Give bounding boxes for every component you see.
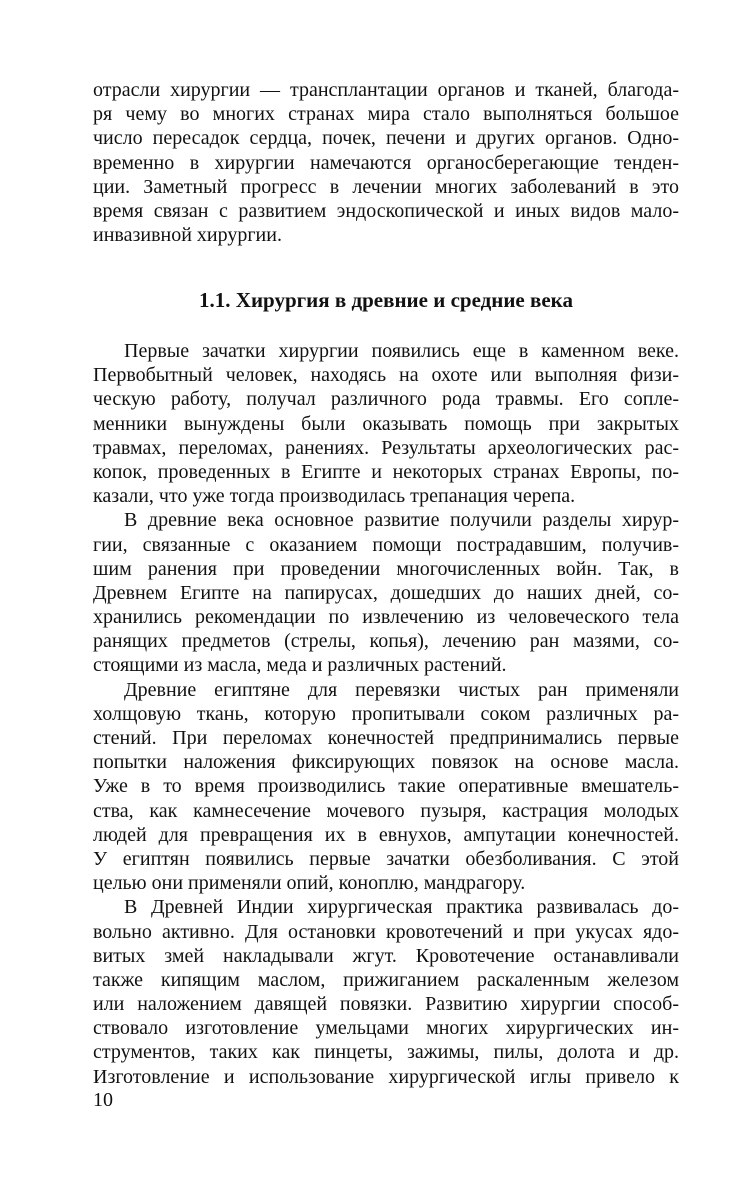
text-line: стоящими из масла, меда и различных растений. [93, 654, 507, 677]
text-line: струментов, таких как пинцеты, зажимы, пилы, долота и др. [93, 1041, 679, 1064]
paragraph [93, 678, 679, 896]
paragraph [93, 508, 679, 677]
text-line: казали, что уже тогда производилась трепанация черепа. [93, 485, 576, 508]
text-line: ствовало изготовление умельцами многих хирургических ин- [93, 1017, 679, 1040]
text-line: копок, проведенных в Египте и некоторых странах Европы, по- [93, 460, 679, 483]
text-line: временно в хирургии намечаются органосберегающие тенден- [93, 151, 679, 174]
paragraph [93, 895, 679, 1089]
text-line: также кипящим маслом, прижиганием раскаленным железом [93, 968, 679, 991]
text-line: целью они применяли опий, коноплю, мандрагору. [93, 872, 526, 895]
text-line: ранящих предметов (стрелы, копья), лечению ран мазями, со- [93, 630, 679, 653]
text-line: попытки наложения фиксирующих повязок на основе масла. [93, 751, 679, 774]
text-line: ства, как камнесечение мочевого пузыря, кастрация молодых [93, 799, 679, 822]
page-number: 10 [93, 1089, 113, 1111]
text-line: У египтян появились первые зачатки обезболивания. С этой [93, 847, 679, 870]
intro-paragraph [93, 78, 679, 247]
text-line: Изготовление и использование хирургической иглы привело к [93, 1065, 679, 1088]
text-line: вольно активно. Для остановки кровотечений и при укусах ядо- [93, 920, 679, 943]
text-line: витых змей накладывали жгут. Кровотечение останавливали [93, 944, 679, 967]
section-body [93, 339, 679, 1089]
section-heading: 1.1. Хирургия в древние и средние века [199, 288, 573, 312]
text-line: отрасли хирургии — трансплантации органов и тканей, благода- [93, 79, 679, 101]
text-line: Древнем Египте на папирусах, дошедших до наших дней, со- [93, 581, 679, 604]
text-line: Уже в то время производились такие оперативные вмешатель- [93, 775, 679, 798]
text-line: стений. При переломах конечностей предпринимались первые [93, 727, 679, 749]
text-line: хранились рекомендации по извлечению из человеческого тела [93, 606, 679, 629]
text-line: время связан с развитием эндоскопической и иных видов мало- [93, 199, 679, 222]
text-line: или наложением давящей повязки. Развитию хирургии способ- [93, 993, 679, 1016]
text-line: ции. Заметный прогресс в лечении многих заболеваний в это [93, 175, 679, 198]
text-line: ческую работу, получал различного рода травмы. Его сопле- [93, 388, 679, 411]
text-line: людей для превращения их в евнухов, ампутации конечностей. [93, 823, 679, 846]
paragraph [93, 339, 679, 508]
text-line: гии, связанные с оказанием помощи пострадавшим, получив- [93, 533, 679, 556]
text-line: менники вынуждены были оказывать помощь при закрытых [93, 412, 679, 435]
text-line: В древние века основное развитие получили разделы хирур- [124, 509, 679, 532]
text-line: ря чему во многих странах мира стало выполняться большое [93, 103, 679, 126]
text-line: травмах, переломах, ранениях. Результаты археологических рас- [93, 436, 679, 459]
text-line: Первобытный человек, находясь на охоте или выполняя физи- [93, 364, 679, 387]
text-line: инвазивной хирургии. [93, 224, 282, 247]
text-line: Древние египтяне для перевязки чистых ран применяли [124, 678, 679, 701]
text-line: число пересадок сердца, почек, печени и других органов. Одно- [93, 127, 679, 150]
text-line: холщовую ткань, которую пропитывали соком различных ра- [93, 702, 679, 725]
text-line: Первые зачатки хирургии появились еще в каменном веке. [124, 340, 679, 362]
text-line: шим ранения при проведении многочисленных войн. Так, в [93, 557, 679, 580]
text-line: В Древней Индии хирургическая практика развивалась до- [124, 896, 679, 919]
